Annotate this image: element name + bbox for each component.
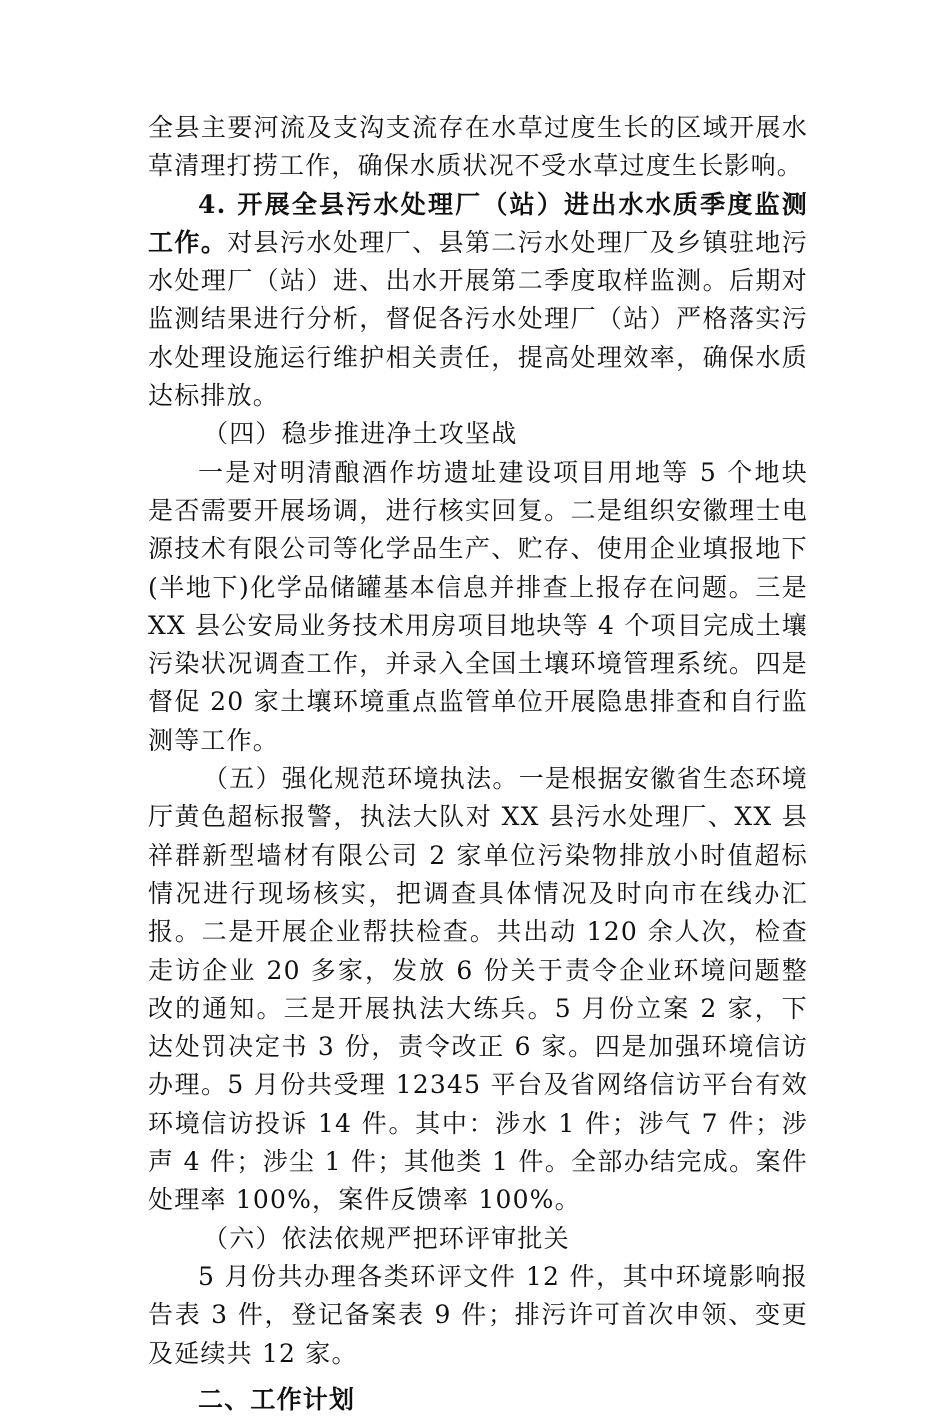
section-6-title: （六）依法依规严把环评审批关: [203, 1223, 570, 1253]
item-4-heading: 4. 开展全县污水处理厂（站）进出水水质季度监测工作。: [148, 189, 808, 257]
part-2-title: 二、工作计划: [198, 1384, 356, 1414]
section-6-body: 5 月份共办理各类环评文件 12 件，其中环境影响报告表 3 件，登记备案表 9 件；排污许可首次申领、变更及延续共 12 家。: [148, 1261, 808, 1368]
section-5-title: （五）强化规范环境执法。: [203, 764, 519, 794]
section-5-body: 一是根据安徽省生态环境厅黄色超标报警，执法大队对 XX 县污水处理厂、XX 县祥群新型墙材有限公司 2 家单位污染物排放小时值超标情况进行现场核实，把调查具体情况及时向市在线办汇报。二是开展企业帮扶检查。共出动 120 余人次，检查走访企业 20 多家，发放 6 份关于责令企业环境问题整改的通知。三是开展执法大练兵。5 月份立案 2 家，下达处罚决定书 3 份，责令改正 6 家。四是加强环境信访办理。5 月份共受理 12345 平台及省网络信访平台有效环境信访投诉 14 件。其中：涉水 1 件；涉气 7 件；涉声 4 件；涉尘 1 件；其他类 1 件。全部办结完成。案件处理率 100%，案件反馈率 100%。: [148, 764, 809, 1215]
document-page: [148, 109, 808, 1419]
paragraph-water-weed-cleanup: 全县主要河流及支沟支流存在水草过度生长的区域开展水草清理打捞工作，确保水质状况不受水草过度生长影响。: [148, 113, 808, 181]
paragraph-sewage-monitoring: [148, 186, 808, 416]
section-4-title: （四）稳步推进净土攻坚战: [203, 419, 518, 449]
item-4-body: 对县污水处理厂、县第二污水处理厂及乡镇驻地污水处理厂（站）进、出水开展第二季度取样监测。后期对监测结果进行分析，督促各污水处理厂（站）严格落实污水处理设施运行维护相关责任，提高处理效率，确保水质达标排放。: [148, 227, 808, 411]
section-4-body: 一是对明清酿酒作坊遗址建设项目用地等 5 个地块是否需要开展场调，进行核实回复。二是组织安徽理士电源技术有限公司等化学品生产、贮存、使用企业填报地下(半地下)化学品储罐基本信息并排查上报存在问题。三是 XX 县公安局业务技术用房项目地块等 4 个项目完成土壤污染状况调查工作，并录入全国土壤环境管理系统。四是督促 20 家土壤环境重点监管单位开展隐患排查和自行监测等工作。: [148, 457, 808, 755]
paragraph-enforcement: [148, 760, 808, 1220]
